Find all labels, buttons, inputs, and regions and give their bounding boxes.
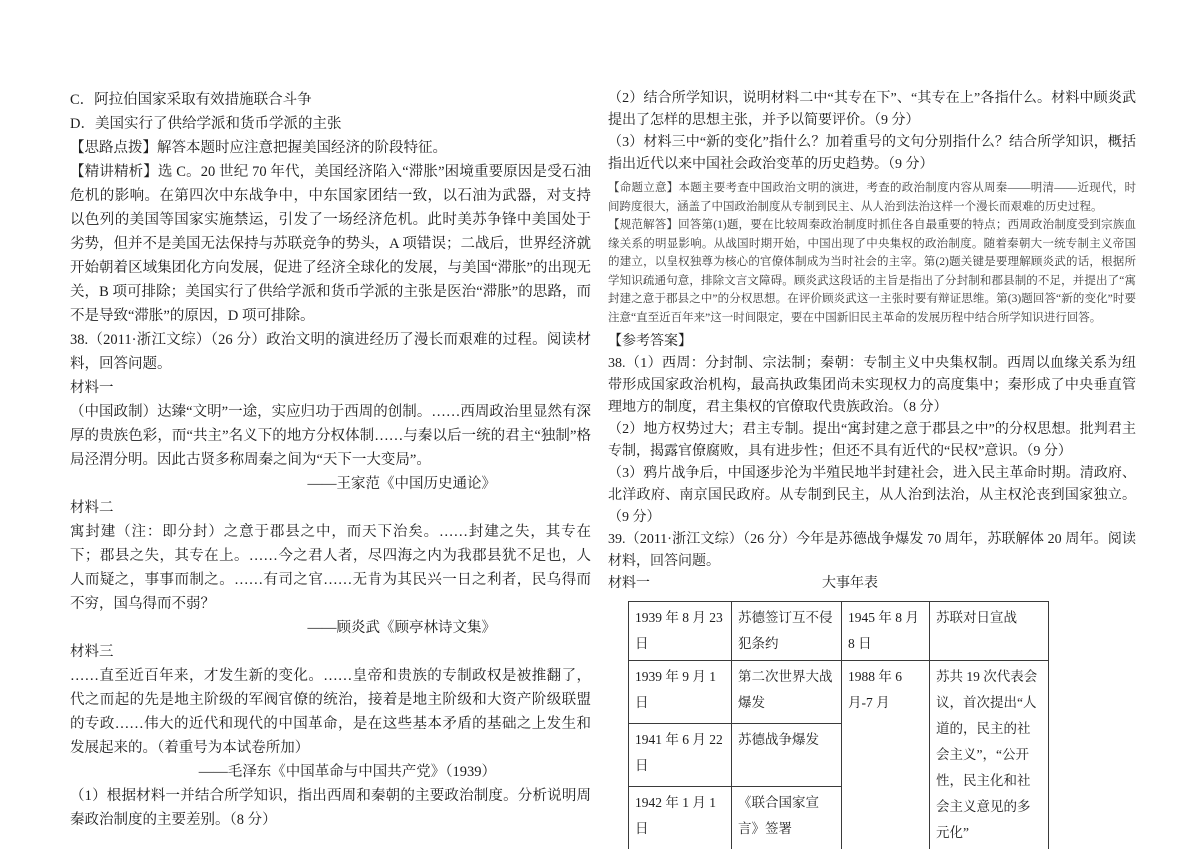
material-3-text: ……直至近百年来，才发生新的变化。……皇帝和贵族的专制政权是被推翻了，代之而起的先是地主阶级的军阀官僚的统治，接着是地主阶级和大资产阶级联盟的专政……伟大的近代和现代的中国革命，是在这些基本矛盾的基础之上发生和发展起来的。（着重号为本试卷所加）	[70, 668, 591, 756]
events-table	[628, 601, 1049, 849]
option-d-line: D．美国实行了供给学派和货币学派的主张	[70, 116, 342, 132]
question-intent-paragraph: 【命题立意】本题主要考查中国政治文明的演进，考查的政治制度内容从周秦——明清——近现代，时间跨度很大，涵盖了中国政治制度从专制到民主、从人治到法治这样一个漫长而艰难的历史过程。	[608, 182, 1136, 213]
thinking-tips-paragraph: 【思路点拨】解答本题时应注意把握美国经济的阶段特征。	[70, 140, 447, 156]
question-39-intro: 39.（2011·浙江文综）（26 分）今年是苏德战争爆发 70 周年，苏联解体 20 周年。阅读材料，回答问题。	[608, 532, 1136, 569]
table-row	[629, 661, 1049, 724]
detailed-analysis-paragraph: 【精讲精析】选 C。20 世纪 70 年代，美国经济陷入“滞胀”困境重要原因是受石油危机的影响。在第四次中东战争中，中东国家团结一致，以石油为武器，对支持以色列的美国等国家实施禁运，引发了一场经济危机。此时美苏争锋中美国处于劣势，但并不是美国无法保持与苏联竞争的势头，A 项错误；二战后，世界经济就开始朝着区域集团化方向发展，促进了经济全球化的发展，与美国“滞胀”的出现无关，B 项可排除；美国实行了供给学派和货币学派的主张是医治“滞胀”的思路，而不是导致“滞胀”的原因，D 项可排除。	[70, 164, 591, 324]
event-date-cell: 1941 年 6 月 22 日	[629, 724, 732, 787]
event-date-cell: 1939 年 8 月 23 日	[629, 602, 732, 661]
events-table-title: 大事年表	[822, 576, 878, 591]
answer-2-paragraph: （2）地方权势过大；君主专制。提出“寓封建之意于郡县之中”的分权思想。批判君主专制，揭露官僚腐败，具有进步性；但还不具有近代的“民权”意识。（9 分）	[608, 422, 1136, 459]
table-caption-row	[608, 573, 1136, 597]
material-2-heading: 材料二	[70, 500, 114, 516]
event-desc-cell: 苏德签订互不侵犯条约	[732, 602, 842, 661]
event-desc-cell: 苏联对日宣战	[930, 602, 1049, 661]
sub-question-2: （2）结合所学知识，说明材料二中“其专在下”、“其专在上”各指什么。材料中顾炎武提出了怎样的思想主张，并予以简要评价。（9 分）	[608, 91, 1136, 128]
event-desc-cell: 苏德战争爆发	[732, 724, 842, 787]
table-row	[629, 602, 1049, 661]
event-desc-cell: 第二次世界大战爆发	[732, 661, 842, 724]
event-date-cell: 1942 年 1 月 1 日	[629, 787, 732, 849]
answer-3-paragraph: （3）鸦片战争后，中国逐步沦为半殖民地半封建社会，进入民主革命时期。清政府、北洋政府、南京国民政府。从专制到民主，从人治到法治，从主权沦丧到国家独立。（9 分）	[608, 466, 1136, 525]
event-date-cell: 1939 年 9 月 1 日	[629, 661, 732, 724]
event-date-cell: 1945 年 8 月 8 日	[842, 602, 930, 661]
material-2-source: ——顾炎武《顾亭林诗文集》	[307, 620, 496, 636]
event-desc-cell: 苏共 19 次代表会议，首次提出“人道的，民主的社会主义”，“公开性，民主化和社会主义意见的多元化”	[930, 661, 1049, 849]
event-desc-cell: 《联合国家宣言》签署	[732, 787, 842, 849]
material-2-text: 寓封建（注：即分封）之意于郡县之中，而天下治矣。……封建之失，其专在下；郡县之失，其专在上。……今之君人者，尽四海之内为我郡县犹不足也，人人而疑之，事事而制之。……有司之官……无肯为其民兴一日之利者，民乌得而不穷，国乌得而不弱？	[70, 524, 591, 612]
reference-answer-heading: 【参考答案】	[608, 334, 692, 349]
sub-question-1: （1）根据材料一并结合所学知识，指出西周和秦朝的主要政治制度。分析说明周秦政治制度的主要差别。（8 分）	[70, 788, 591, 828]
standard-solution-paragraph: 【规范解答】回答第(1)题，要在比较周秦政治制度时抓住各自最重要的特点；西周政治制度受到宗族血缘关系的明显影响。从战国时期开始，中国出现了中央集权的政治制度。随着秦朝大一统专制主义帝国的建立，以皇权独尊为核心的官僚体制成为当时社会的主宰。第(2)题关键是要理解顾炎武的话，根据所学知识疏通句意，排除文言文障碍。顾炎武这段话的主旨是指出了分封制和郡县制的不足，并提出了“寓封建之意于郡县之中”的分权思想。在评价顾炎武这一主张时要有辩证思维。第(3)题回答“新的变化”时要注意“直至近百年来”这一时间限定，要在中国新旧民主革命的发展历程中结合所学知识进行回答。	[608, 219, 1136, 324]
material-1-text: （中国政制）达臻“文明”一途，实应归功于西周的创制。……西周政治里显然有深厚的贵族色彩，而“共主”名义下的地方分权体制……与秦以后一统的君主“独制”格局泾渭分明。因此古贤多称周秦之间为“天下一大变局”。	[70, 404, 591, 468]
material-3-source: ——毛泽东《中国革命与中国共产党》（1939）	[198, 764, 496, 780]
answer-1-paragraph: 38.（1）西周：分封制、宗法制；秦朝：专制主义中央集权制。西周以血缘关系为纽带形成国家政治机构，最高执政集团尚未实现权力的高度集中；秦形成了中央垂直管理地方的制度，君主集权的官僚取代贵族政治。（8 分）	[608, 356, 1136, 415]
sub-question-3: （3）材料三中“新的变化”指什么？加着重号的文句分别指什么？结合所学知识，概括指出近代以来中国社会政治变革的历史趋势。（9 分）	[608, 135, 1136, 172]
event-date-cell: 1988 年 6 月-7 月	[842, 661, 930, 849]
left-column	[70, 88, 591, 832]
question-38-intro: 38.（2011·浙江文综）（26 分）政治文明的演进经历了漫长而艰难的过程。阅读材料，回答问题。	[70, 332, 591, 372]
material-1-heading: 材料一	[70, 380, 114, 396]
option-c-line: C．阿拉伯国家采取有效措施联合斗争	[70, 92, 312, 108]
material-1-heading: 材料一	[608, 576, 650, 591]
right-column	[608, 88, 1136, 849]
commentary-block	[608, 179, 1136, 327]
material-3-heading: 材料三	[70, 644, 114, 660]
material-1-source: ——王家范《中国历史通论》	[307, 476, 496, 492]
